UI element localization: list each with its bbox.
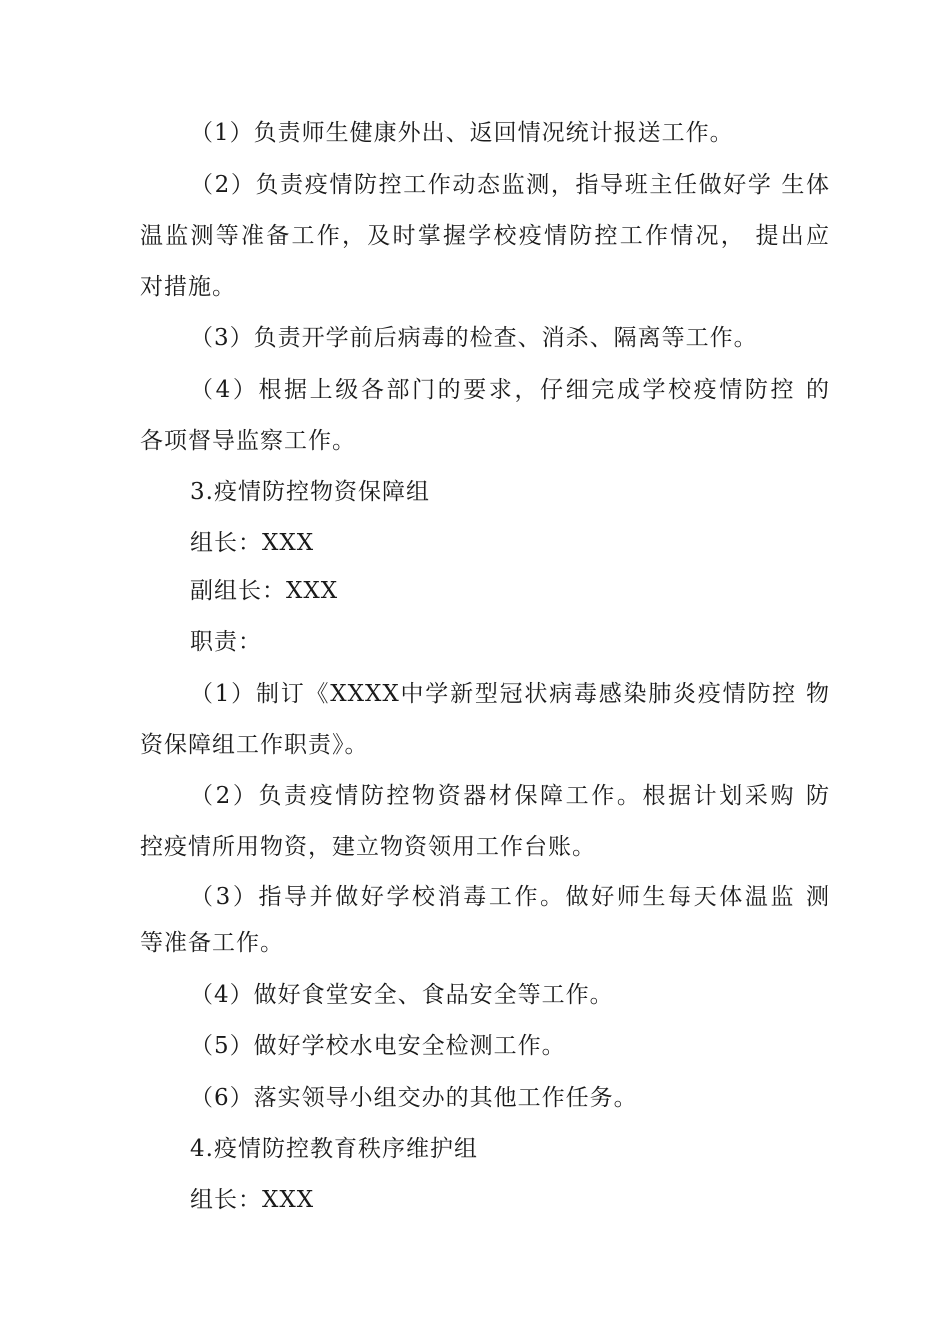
paragraph-line: （6）落实领导小组交办的其他工作任务。: [190, 1085, 638, 1111]
paragraph-line: （4）做好食堂安全、食品安全等工作。: [190, 982, 614, 1008]
section-heading: 3.疫情防控物资保障组: [190, 479, 430, 505]
paragraph-line: 温监测等准备工作，及时掌握学校疫情防控工作情况， 提出应: [140, 223, 830, 249]
paragraph-line: （5）做好学校水电安全检测工作。: [190, 1033, 566, 1059]
paragraph-line: （1）负责师生健康外出、返回情况统计报送工作。: [190, 120, 734, 146]
section-heading: 4.疫情防控教育秩序维护组: [190, 1136, 478, 1162]
leader-line: 组长：XXX: [190, 1187, 315, 1213]
paragraph-line: （4）根据上级各部门的要求，仔细完成学校疫情防控 的: [190, 377, 830, 403]
paragraph-line: （1）制订《XXXX中学新型冠状病毒感染肺炎疫情防控 物: [190, 681, 830, 707]
paragraph-line: 对措施。: [140, 274, 236, 300]
paragraph-line: 资保障组工作职责》。: [140, 732, 369, 758]
paragraph-line: （2）负责疫情防控物资器材保障工作。根据计划采购 防: [190, 783, 830, 809]
duties-label: 职责：: [190, 629, 262, 655]
paragraph-line: （2）负责疫情防控工作动态监测，指导班主任做好学 生体: [190, 172, 830, 198]
paragraph-line: 各项督导监察工作。: [140, 428, 356, 454]
deputy-leader-line: 副组长：XXX: [190, 578, 339, 604]
paragraph-line: 等准备工作。: [140, 930, 284, 956]
leader-line: 组长：XXX: [190, 530, 315, 556]
paragraph-line: 控疫情所用物资，建立物资领用工作台账。: [140, 834, 596, 860]
paragraph-line: （3）指导并做好学校消毒工作。做好师生每天体温监 测: [190, 884, 830, 910]
paragraph-line: （3）负责开学前后病毒的检查、消杀、隔离等工作。: [190, 325, 758, 351]
